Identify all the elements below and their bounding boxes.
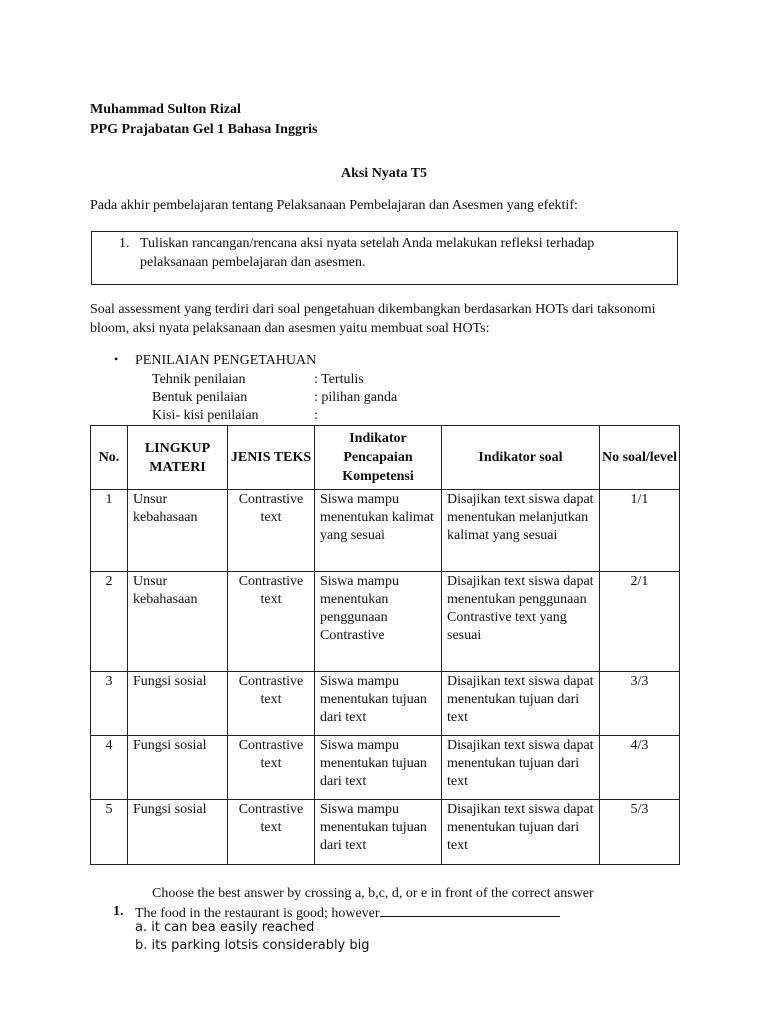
bullet-icon: • — [114, 352, 119, 366]
program-name: PPG Prajabatan Gel 1 Bahasa Inggris — [90, 122, 318, 137]
cell-jenis: Contrastive text — [228, 572, 315, 672]
intro-text: Pada akhir pembelajaran tentang Pelaksanaan Pembelajaran dan Asesmen yang efektif: — [90, 198, 578, 213]
section-title: PENILAIAN PENGETAHUAN — [135, 353, 317, 368]
task-text: Tuliskan rancangan/rencana aksi nyata setelah Anda melakukan refleksi terhadap pelaksanaan pembelajaran dan asesmen. — [140, 236, 595, 270]
cell-indikator-soal: Disajikan text siswa dapat menentukan penggunaan Contrastive text yang sesuai — [442, 572, 600, 672]
instruction-text: Choose the best answer by crossing a, b,c, d, or e in front of the correct answer — [152, 886, 594, 901]
cell-materi: Unsur kebahasaan — [128, 490, 228, 572]
field-label: Kisi- kisi penilaian — [152, 408, 259, 423]
header-block — [90, 100, 318, 140]
field-value: : — [314, 408, 318, 423]
cell-no: 2 — [91, 572, 128, 672]
header-indikator-soal: Indikator soal — [442, 426, 600, 490]
cell-indikator-pencapaian: Siswa mampu menentukan penggunaan Contrastive — [315, 572, 442, 672]
table-header-row — [91, 426, 680, 490]
cell-indikator-soal: Disajikan text siswa dapat menentukan tujuan dari text — [442, 800, 600, 865]
header-no: No. — [91, 426, 128, 490]
cell-jenis: Contrastive text — [228, 672, 315, 736]
cell-no: 5 — [91, 800, 128, 865]
header-jenis-teks: JENIS TEKS — [228, 426, 315, 490]
option-a: a. it can bea easily reached — [135, 920, 315, 935]
task-number: 1. — [119, 236, 130, 251]
document-title: Aksi Nyata T5 — [340, 166, 428, 181]
cell-indikator-pencapaian: Siswa mampu menentukan tujuan dari text — [315, 800, 442, 865]
cell-no: 4 — [91, 736, 128, 800]
header-no-soal-level: No soal/level — [600, 426, 680, 490]
cell-level: 4/3 — [600, 736, 680, 800]
field-value: : Tertulis — [314, 372, 364, 387]
cell-no: 1 — [91, 490, 128, 572]
header-indikator-pencapaian: Indikator Pencapaian Kompetensi — [315, 426, 442, 490]
cell-jenis: Contrastive text — [228, 736, 315, 800]
cell-indikator-soal: Disajikan text siswa dapat menentukan tujuan dari text — [442, 672, 600, 736]
table-row — [91, 490, 680, 572]
cell-level: 5/3 — [600, 800, 680, 865]
cell-materi: Fungsi sosial — [128, 736, 228, 800]
field-value: : pilihan ganda — [314, 390, 398, 405]
cell-materi: Unsur kebahasaan — [128, 572, 228, 672]
cell-level: 2/1 — [600, 572, 680, 672]
option-b: b. its parking lotsis considerably big — [135, 938, 370, 953]
field-label: Bentuk penilaian — [152, 390, 248, 405]
author-name: Muhammad Sulton Rizal — [90, 102, 241, 117]
header-lingkup-materi: LINGKUP MATERI — [128, 426, 228, 490]
answer-blank — [380, 903, 560, 917]
cell-indikator-pencapaian: Siswa mampu menentukan tujuan dari text — [315, 736, 442, 800]
question-number: 1. — [113, 904, 124, 919]
cell-no: 3 — [91, 672, 128, 736]
cell-jenis: Contrastive text — [228, 490, 315, 572]
task-box — [91, 231, 678, 285]
cell-level: 3/3 — [600, 672, 680, 736]
assessment-paragraph: Soal assessment yang terdiri dari soal pengetahuan dikembangkan berdasarkan HOTs dari taksonomi bloom, aksi nyata pelaksanaan dan asesmen yaitu membuat soal HOTs: — [90, 302, 656, 336]
table-row — [91, 800, 680, 865]
cell-indikator-pencapaian: Siswa mampu menentukan tujuan dari text — [315, 672, 442, 736]
question-text: The food in the restaurant is good; however — [135, 906, 380, 921]
table-row — [91, 736, 680, 800]
cell-jenis: Contrastive text — [228, 800, 315, 865]
cell-level: 1/1 — [600, 490, 680, 572]
cell-materi: Fungsi sosial — [128, 800, 228, 865]
table-row — [91, 572, 680, 672]
cell-indikator-pencapaian: Siswa mampu menentukan kalimat yang sesuai — [315, 490, 442, 572]
cell-indikator-soal: Disajikan text siswa dapat menentukan melanjutkan kalimat yang sesuai — [442, 490, 600, 572]
cell-materi: Fungsi sosial — [128, 672, 228, 736]
assessment-grid-table — [90, 425, 680, 865]
table-row — [91, 672, 680, 736]
cell-indikator-soal: Disajikan text siswa dapat menentukan tujuan dari text — [442, 736, 600, 800]
field-label: Tehnik penilaian — [152, 372, 246, 387]
